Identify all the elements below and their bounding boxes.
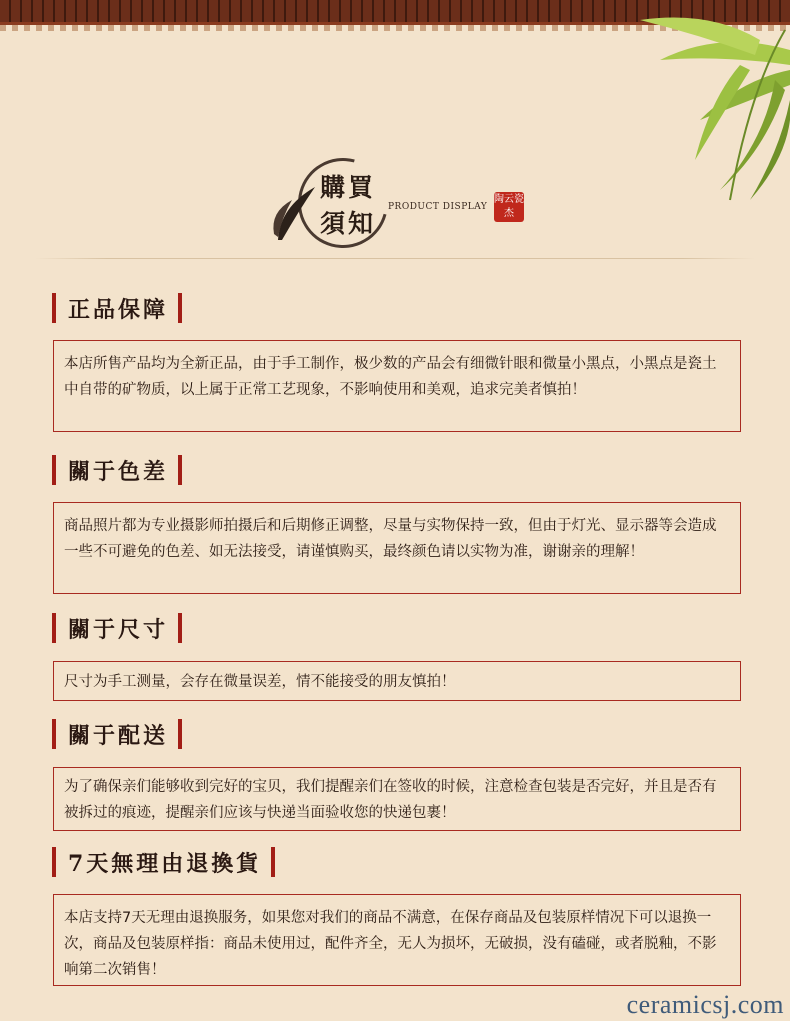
section-box-color bbox=[53, 502, 741, 594]
purchase-notice-header bbox=[270, 152, 530, 247]
header-divider bbox=[35, 258, 755, 259]
watermark: ceramicsj.com bbox=[626, 990, 784, 1019]
section-box-delivery bbox=[53, 767, 741, 831]
seal-stamp: 陶云瓷杰 bbox=[494, 192, 524, 222]
section-body: 为了确保亲们能够收到完好的宝贝，我们提醒亲们在签收的时候，注意检查包装是否完好，并且是否有被拆过的痕迹，提醒亲们应该与快递当面验收您的快递包裹！ bbox=[64, 779, 717, 821]
section-body: 商品照片都为专业摄影师拍摄后和后期修正调整，尽量与实物保持一致，但由于灯光、显示器等会造成一些不可避免的色差、如无法接受，请谨慎购买，最终颜色请以实物为准，谢谢亲的理解！ bbox=[64, 518, 717, 560]
section-title-delivery: 關于配送 bbox=[52, 717, 182, 751]
header-title: 購買 須知 bbox=[320, 173, 377, 238]
section-body: 本店支持7天无理由退换服务，如果您对我们的商品不满意，在保存商品及包装原样情况下可以退换一次，商品及包装原样指：商品未使用过，配件齐全，无人为损坏，无破损，没有磕碰，或者脱釉，不影响第二次销售！ bbox=[64, 910, 717, 978]
section-title-authentic: 正品保障 bbox=[52, 291, 182, 325]
header-subtitle: PRODUCT DISPLAY bbox=[388, 202, 488, 212]
section-box-size bbox=[53, 661, 741, 701]
section-box-return bbox=[53, 894, 741, 986]
section-title-size: 關于尺寸 bbox=[52, 611, 182, 645]
leaf-icon bbox=[270, 182, 325, 242]
section-title-return: 7天無理由退換貨 bbox=[52, 845, 275, 879]
section-box-authentic bbox=[53, 340, 741, 432]
section-body: 本店所售产品均为全新正品，由于手工制作，极少数的产品会有细微针眼和微量小黑点，小黑点是瓷土中自带的矿物质，以上属于正常工艺现象，不影响使用和美观，追求完美者慎拍！ bbox=[64, 356, 717, 398]
section-title-color: 關于色差 bbox=[52, 453, 182, 487]
section-body: 尺寸为手工测量，会存在微量误差，情不能接受的朋友慎拍！ bbox=[64, 674, 456, 690]
bamboo-leaves-icon bbox=[600, 10, 790, 210]
